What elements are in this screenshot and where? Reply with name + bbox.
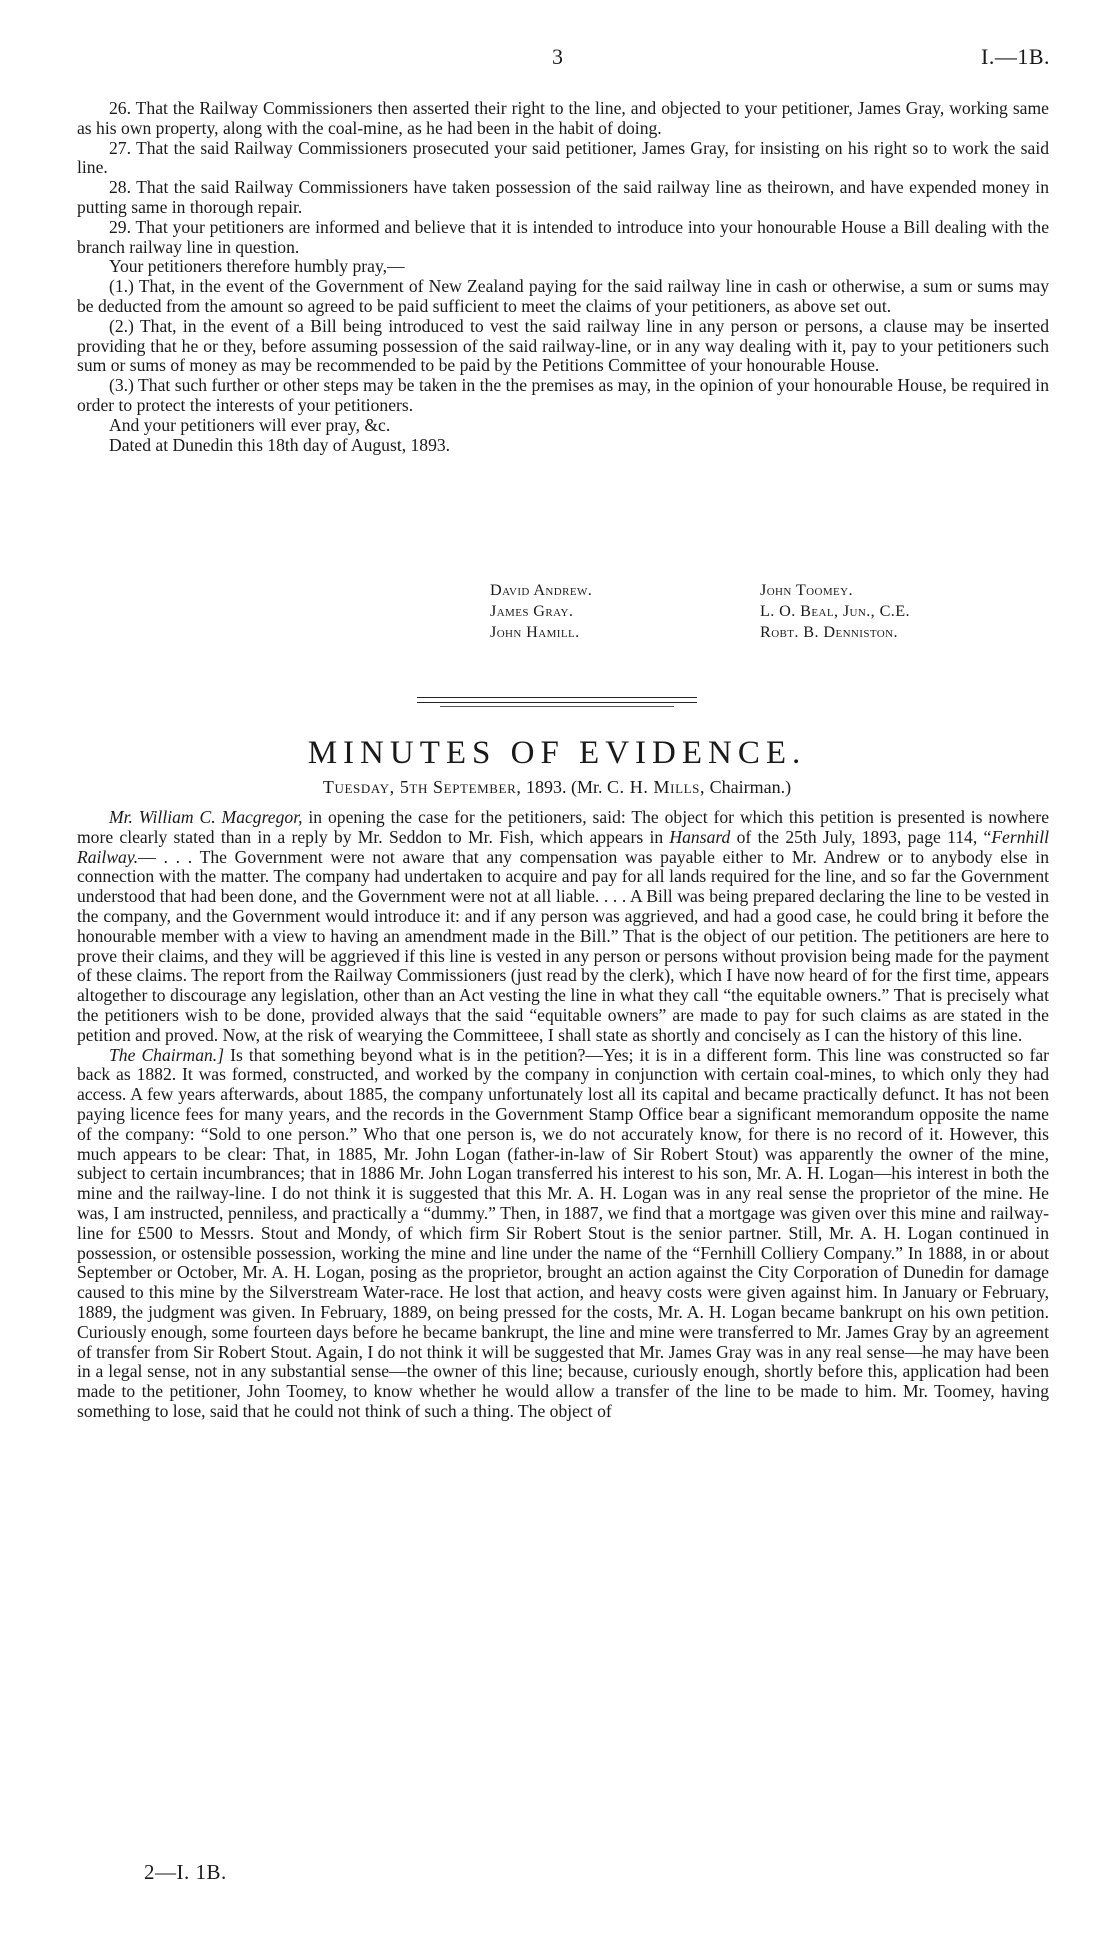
signature-mark: 2—I. 1B. xyxy=(144,1860,227,1884)
speaker-name: The Chairman.] xyxy=(109,1044,225,1065)
session-year: 1893. xyxy=(525,777,567,797)
page-number: 3 xyxy=(552,44,563,69)
quoted-title: Fernhill Railway. xyxy=(77,826,1049,867)
speaker-name: Mr. William C. Macgregor, xyxy=(109,807,303,827)
prayer-clause-1: (1.) That, in the event of the Government of New Zealand paying for the said railway line in cash or otherwise, a sum or sums may be deducted from the amount so agreed to be paid sufficient to meet the claims of your petitioners, as above set out. xyxy=(77,276,1049,316)
signatures-right-column xyxy=(760,580,910,643)
section-divider-thin xyxy=(440,706,674,707)
evidence-text: in opening the case for the petitioners, said: The object for which this petition is presented is nowhere more clearly stated than in a reply by Mr. Seddon to Mr. Fish, which appears in xyxy=(77,807,1050,847)
signatory-name: John Toomey. xyxy=(760,581,853,599)
prayer-clause-3: (3.) That such further or other steps may be taken in the the premises as may, in the opinion of your honourable House, be required in order to protect the interests of your petitioners. xyxy=(77,375,1049,415)
session-chair-prefix: (Mr. xyxy=(570,777,607,797)
dated-line: Dated at Dunedin this 18th day of August, 1893. xyxy=(109,434,451,455)
signatures-left-column xyxy=(490,580,592,643)
session-day: Tuesday, 5th September, xyxy=(322,777,522,797)
page-header xyxy=(0,44,1114,74)
petition-paragraph-26: 26. That the Railway Commissioners then asserted their right to the line, and objected to your petitioner, James Gray, working same as his own property, along with the coal-mine, as he had been in the habit of doing. xyxy=(77,98,1049,138)
evidence-text: Is that something beyond what is in the petition?—Yes; it is in a different form. This line was constructed so far back as 1882. It was formed, constructed, and worked by the company in conjunction with certain coal-mines, to which only they had access. A few years afterwards, about 1885, the company unfortunately lost all its capital and became practically defunct. It has not been paying licence fees for many years, and the records in the Government Stamp Office bear a significant memorandum opposite the name of the company: “Sold to one person.” Who that one person is, we do not accurately know, for there is no record of it. However, this much appears to be clear: That, in 1885, Mr. John Logan (father-in-law of Sir Robert Stout) was apparently the owner of the mine, subject to certain incumbrances; that in 1886 Mr. John Logan transferred his interest to his son, Mr. A. H. Logan—his interest in both the mine and the railway-line. I do not think it is suggested that this Mr. A. H. Logan was in any real sense the proprietor of the mine. He was, I am instructed, penniless, and practically a “dummy.” Then, in 1887, we find that a mortgage was given over this mine and railway-line for £500 to Messrs. Stout and Mondy, of which firm Sir Robert Stout is the senior partner. Still, Mr. A. H. Logan continued in possession, or ostensible possession, working the mine and line under the name of the “Fernhill Colliery Company.” In 1888, in or about September or October, Mr. A. H. Logan, posing as the proprietor, brought an action against the City Corporation of Dunedin for damage caused to this mine by the Silverstream Water-race. He lost that action, and heavy costs were given against him. In January or February, 1889, the judgment was given. In February, 1889, on being pressed for the costs, Mr. A. H. Logan became bankrupt on his own petition. Curiously enough, some fourteen days before he became bankrupt, the line and mine were transferred to Mr. James Gray by an agreement of transfer from Sir Robert Stout. Again, I do not think it will be suggested that Mr. James Gray was in any real sense—he may have been in a legal sense, not in any substantial sense—the owner of this line; because, curiously enough, shortly before this, application had been made to the petitioner, John Toomey, to know whether he would allow a transfer of the line to be made to him. Mr. Toomey, having something to lose, said that he could not think of such a thing. The object of xyxy=(77,1044,1049,1421)
minutes-title: MINUTES OF EVIDENCE. xyxy=(307,735,807,771)
prayer-clause-2: (2.) That, in the event of a Bill being introduced to vest the said railway line in any person or persons, a clause may be inserted providing that he or they, before assuming possession of the said railway-line, or in any way dealing with it, pay to your petitioners such sum or sums of money as may be recommended to be paid by the Petitions Committee of your honourable House. xyxy=(77,315,1049,376)
session-heading xyxy=(0,777,1114,798)
petition-paragraph-28: 28. That the said Railway Commissioners have taken possession of the said railway line as theirown, and have expended money in putting same in thorough repair. xyxy=(77,177,1049,217)
petition-prayer-section xyxy=(77,99,1049,455)
hansard-reference: Hansard xyxy=(669,826,731,847)
section-divider xyxy=(417,697,697,703)
evidence-text: of the 25th July, 1893, page 114, “ xyxy=(730,826,992,847)
signatory-name: David Andrew. xyxy=(490,581,593,599)
evidence-text: — . . . The Government were not aware that any compensation was payable either to Mr. Andrew or to anybody else in connection with the matter. The company had undertaken to acquire and pay for all lands required for the line, and so far the Government understood that had been done, and the Government were not at all liable. . . . A Bill was being prepared declaring the line to be vested in the company, and the Government would introduce it: and if any person was aggrieved, and had a good case, he could bring it before the honourable member with a view to having an amendment made in the Bill.” That is the object of our petition. The petitioners are here to prove their claims, and they will be aggrieved if this line is vested in any person or persons without provision being made for the payment of these claims. The report from the Railway Commissioners (just read by the clerk), which I have now heard of for the first time, appears altogether to discourage any legislation, other than an Act vesting the line in what they call “the equitable owners.” That is precisely what the petitioners wish to be done, provided always that the said “equitable owners” are made to pay for such claims as are stated in the petition and proved. Now, at the risk of wearying the Committeee, I shall state as shortly and concisely as I can the history of this line. xyxy=(77,846,1049,1045)
session-chair-name: C. H. Mills, xyxy=(606,777,706,797)
minutes-body xyxy=(77,808,1049,1422)
prayer-closing: And your petitioners will ever pray, &c. xyxy=(109,414,391,435)
signatory-name: L. O. Beal, Jun., C.E. xyxy=(760,602,910,620)
session-chair-suffix: Chairman.) xyxy=(709,777,792,797)
signatory-name: John Hamill. xyxy=(490,623,580,641)
signatory-name: James Gray. xyxy=(490,602,574,620)
signatory-name: Robt. B. Denniston. xyxy=(760,623,898,641)
petition-paragraph-27: 27. That the said Railway Commissioners prosecuted your said petitioner, James Gray, for insisting on his right so to work the said line. xyxy=(77,137,1049,178)
evidence-paragraph xyxy=(77,1046,1049,1422)
prayer-intro: Your petitioners therefore humbly pray,— xyxy=(109,256,405,277)
document-reference: I.—1B. xyxy=(981,44,1050,69)
petition-paragraph-29: 29. That your petitioners are informed and believe that it is intended to introduce into your honourable House a Bill dealing with the branch railway line in question. xyxy=(77,216,1049,257)
evidence-paragraph xyxy=(77,808,1049,1046)
